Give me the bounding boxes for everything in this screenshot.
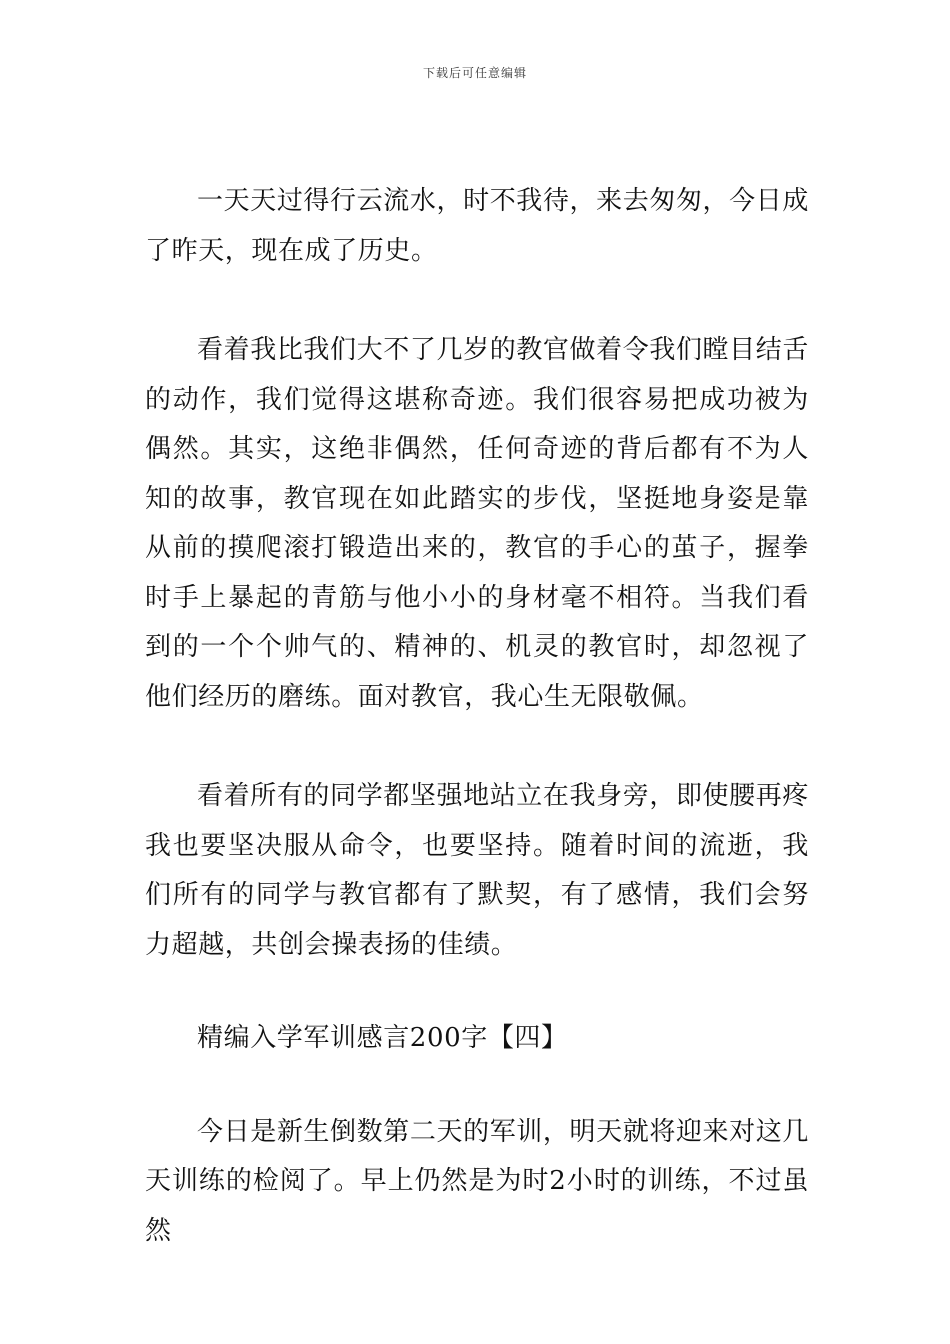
section-heading: 精编入学军训感言200字【四】 [197,1023,568,1053]
paragraph-4: 今日是新生倒数第二天的军训，明天就将迎来对这几天训练的检阅了。早上仍然是为时2小时的训练，不过虽然 [145,1116,809,1246]
header-note: 下载后可任意编辑 [422,66,527,80]
paragraph-gap [145,722,809,772]
paragraph-gap [145,970,809,1014]
document-body [145,177,809,1256]
paragraph-gap [145,276,809,326]
paragraph-2: 看着我比我们大不了几岁的教官做着令我们瞠目结舌的动作，我们觉得这堪称奇迹。我们很容易把成功被为偶然。其实，这绝非偶然，任何奇迹的背后都有不为人知的故事，教官现在如此踏实的步伐，坚挺地身姿是靠从前的摸爬滚打锻造出来的，教官的手心的茧子，握拳时手上暴起的青筋与他小小的身材毫不相符。当我们看到的一个个帅气的、精神的、机灵的教官时，却忽视了他们经历的磨练。面对教官，我心生无限敬佩。 [145,335,809,712]
paragraph-1: 一天天过得行云流水，时不我待，来去匆匆，今日成了昨天，现在成了历史。 [145,186,809,266]
paragraph-gap [145,1064,809,1108]
paragraph-3: 看着所有的同学都坚强地站立在我身旁，即使腰再疼我也要坚决服从命令，也要坚持。随着时间的流逝，我们所有的同学与教官都有了默契，有了感情，我们会努力超越，共创会操表扬的佳绩。 [145,781,809,960]
